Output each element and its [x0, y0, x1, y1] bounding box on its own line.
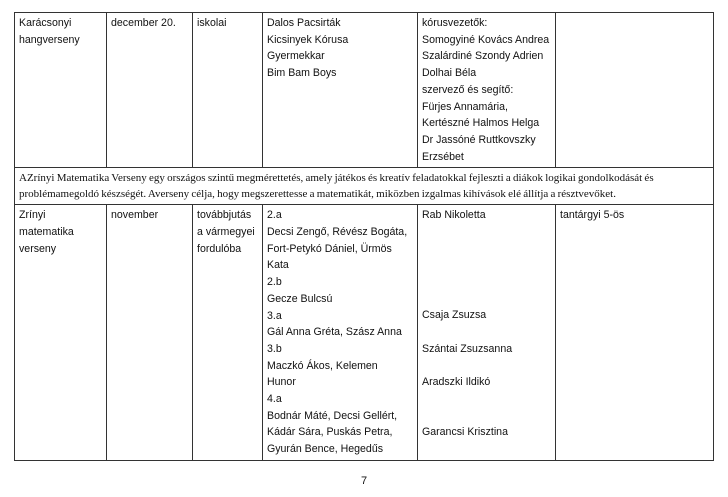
student-names: Gecze Bulcsú: [267, 292, 333, 305]
class-label: 2.a: [267, 209, 282, 222]
student-names: Bodnár Máté, Decsi Gellért, Kádár Sára, Puskás Petra, Gyurán Bence, Hegedűs: [267, 409, 398, 456]
teacher-name: Szántai Zsuzsanna: [422, 342, 513, 355]
note-cell: [556, 13, 714, 168]
teacher-name: Rab Nikoletta: [422, 209, 486, 222]
student-names: Gál Anna Gréta, Szász Anna: [267, 326, 402, 339]
participants-cell: Dalos Pacsirták Kicsinyek Kórusa Gyermekkar Bim Bam Boys: [263, 13, 418, 168]
student-names: Maczkó Ákos, Kelemen Hunor: [267, 359, 378, 389]
table-row-zrinyi: [15, 205, 714, 461]
student-names: Decsi Zengő, Révész Bogáta, Fort-Petykó Dániel, Ürmös Kata: [267, 226, 408, 272]
zrinyi-description: AZrínyi Matematika Verseny egy országos szintű megmérettetés, amely játékos és kreatív feladatokkal fejleszti a diákok logikai gondolkodását és problémamegoldó készségét. Averseny célja, hogy megszerettesse a matematikát, miközben izgalmas kihívások elé állítja a résztvevőket.: [15, 168, 714, 205]
date-cell: november: [107, 205, 193, 461]
class-label: 3.a: [267, 309, 282, 322]
date-cell: december 20.: [107, 13, 193, 168]
event-cell: Karácsonyi hangverseny: [15, 13, 107, 168]
event-cell: Zrínyi matematika verseny: [15, 205, 107, 461]
level-cell: továbbjutás a vármegyei fordulóba: [193, 205, 263, 461]
teachers-cell: [418, 205, 556, 461]
table-row-christmas-concert: [15, 13, 714, 168]
class-label: 2.b: [267, 276, 282, 289]
class-label: 4.a: [267, 393, 282, 406]
teacher-name: Garancsi Krisztina: [422, 426, 508, 439]
table-row-description: [15, 168, 714, 205]
teacher-name: Csaja Zsuzsa: [422, 309, 487, 322]
students-cell: [263, 205, 418, 461]
page-number: 7: [360, 475, 368, 487]
note-cell: tantárgyi 5-ös: [556, 205, 714, 461]
teacher-name: Aradszki Ildikó: [422, 376, 491, 389]
competition-table: [14, 12, 714, 461]
class-label: 3.b: [267, 342, 282, 355]
level-cell: iskolai: [193, 13, 263, 168]
organizers-cell: kórusvezetők: Somogyiné Kovács Andrea Szalárdiné Szondy Adrien Dolhai Béla szervező és segítő: Fürjes Annamária, Kertészné Halmos Helga Dr Jassóné Ruttkovszky Erzsébet: [418, 13, 556, 168]
